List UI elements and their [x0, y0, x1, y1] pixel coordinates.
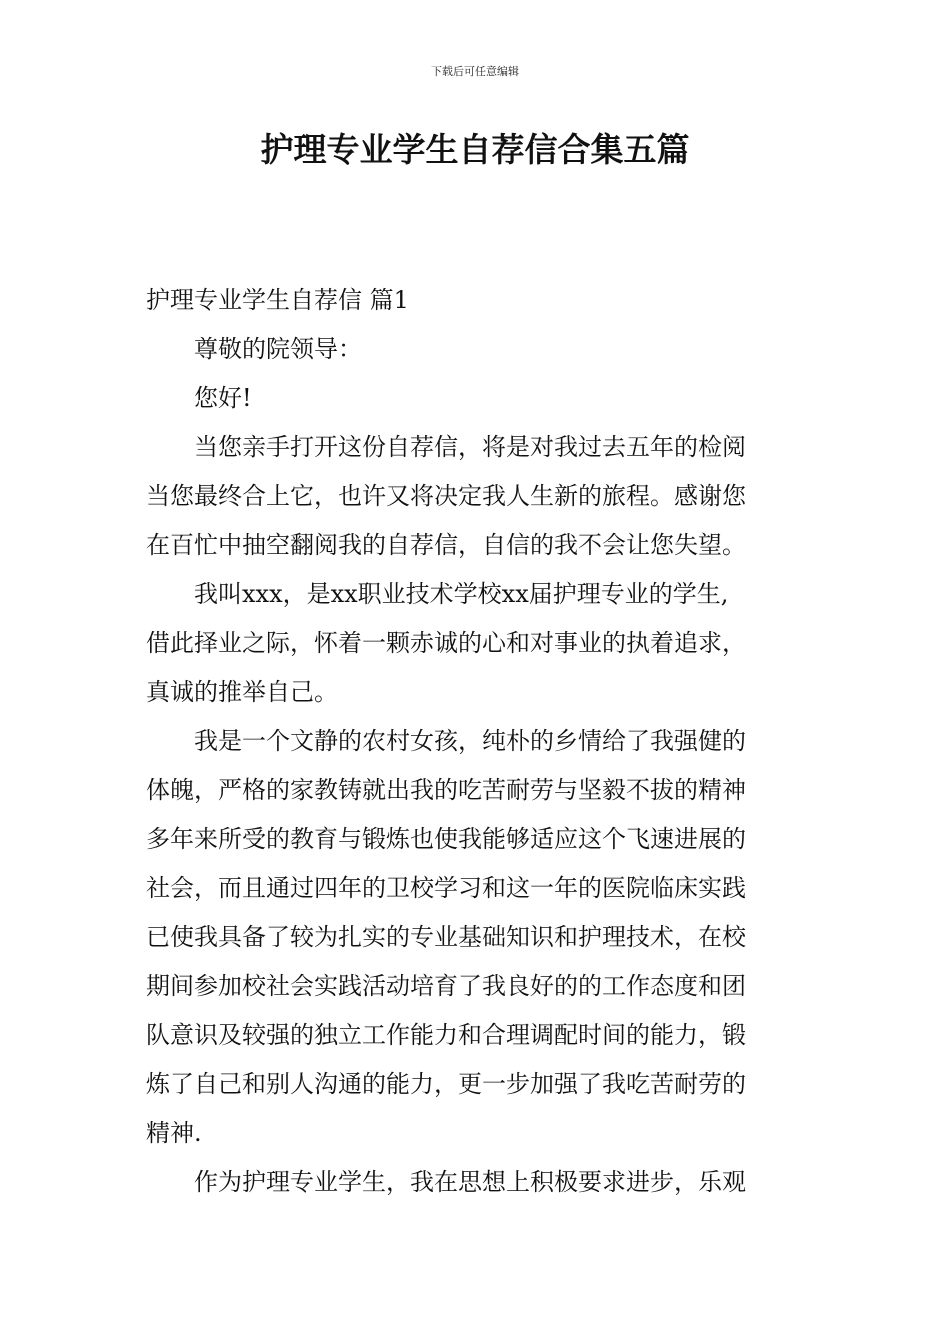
paragraph-line: 作为护理专业学生，我在思想上积极要求进步，乐观	[194, 1168, 746, 1196]
header-note: 下载后可任意编辑	[431, 65, 519, 78]
paragraph-line: 期间参加校社会实践活动培育了我良好的的工作态度和团	[146, 972, 746, 1000]
paragraph-line: 真诚的推举自己。	[146, 678, 338, 706]
paragraph-line: 体魄，严格的家教铸就出我的吃苦耐劳与坚毅不拔的精神	[146, 776, 746, 804]
paragraph-line: 多年来所受的教育与锻炼也使我能够适应这个飞速进展的	[146, 825, 746, 853]
salutation: 尊敬的院领导：	[194, 335, 362, 363]
paragraph-line: 炼了自己和别人沟通的能力，更一步加强了我吃苦耐劳的	[146, 1070, 746, 1098]
greeting: 您好!	[194, 384, 252, 412]
paragraph-line: 我叫xxx，是xx职业技术学校xx届护理专业的学生,	[194, 580, 729, 608]
paragraph-line: 在百忙中抽空翻阅我的自荐信，自信的我不会让您失望。	[146, 531, 746, 559]
section-title: 护理专业学生自荐信 篇1	[146, 286, 409, 314]
paragraph-line: 社会，而且通过四年的卫校学习和这一年的医院临床实践	[146, 874, 746, 902]
paragraph-line: 当您亲手打开这份自荐信，将是对我过去五年的检阅	[194, 433, 746, 461]
paragraph-line: 精神.	[146, 1119, 202, 1147]
document-title: 护理专业学生自荐信合集五篇	[260, 130, 690, 169]
paragraph-line: 队意识及较强的独立工作能力和合理调配时间的能力，锻	[146, 1021, 746, 1049]
paragraph-1	[146, 423, 810, 570]
paragraph-line: 当您最终合上它，也许又将决定我人生新的旅程。感谢您	[146, 482, 746, 510]
paragraph-line: 已使我具备了较为扎实的专业基础知识和护理技术，在校	[146, 923, 746, 951]
paragraph-3	[146, 717, 810, 1158]
paragraph-line: 借此择业之际，怀着一颗赤诚的心和对事业的执着追求，	[146, 629, 746, 657]
paragraph-line: 我是一个文静的农村女孩，纯朴的乡情给了我强健的	[194, 727, 746, 755]
paragraph-2	[146, 570, 810, 717]
document-body	[146, 276, 810, 1207]
paragraph-4	[146, 1158, 810, 1207]
